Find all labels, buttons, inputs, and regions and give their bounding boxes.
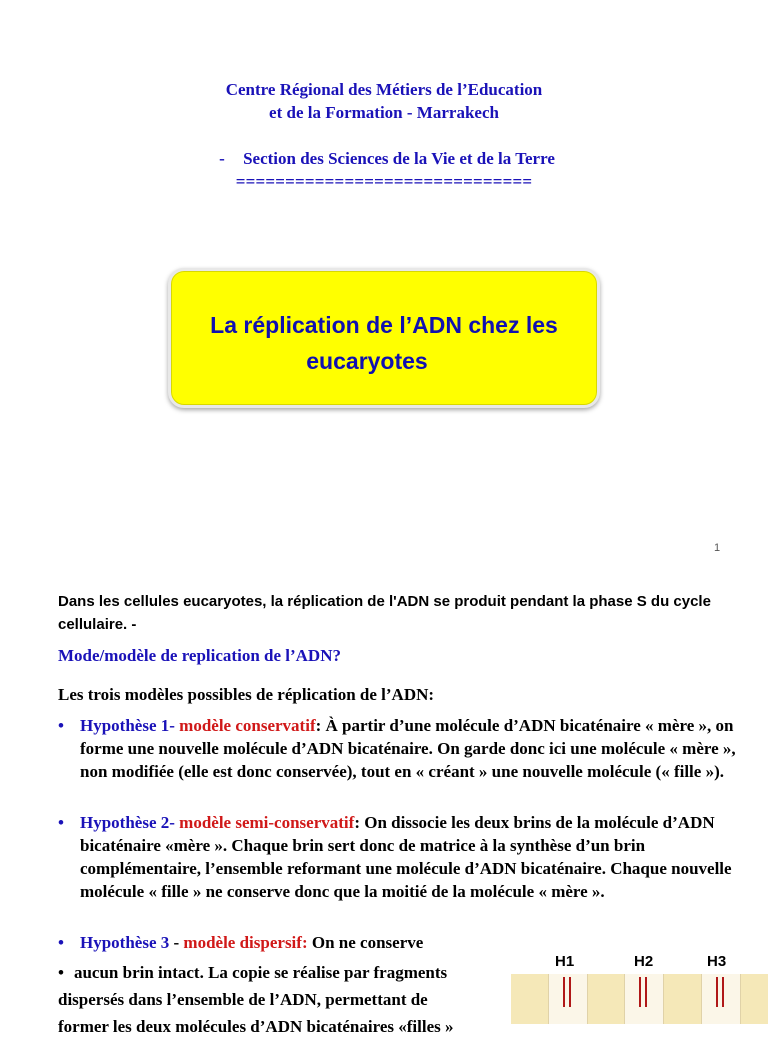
- tube-h3: [701, 974, 741, 1024]
- hypothesis-text: : À partir d’une molécule d’ADN bicaténaire « mère », on forme une nouvelle molécule d’ADN bicaténaire. On garde donc ici une molécule « mère », non modifiée (elle est donc conservée), tout en « créant » une nouvelle molécule (« fille »).: [80, 716, 736, 781]
- section-title: - Section des Sciences de la Vie et de la Terre: [219, 149, 555, 168]
- dna-strand-mark: [716, 977, 718, 1007]
- institution-header: [0, 78, 768, 193]
- title-line-1: La réplication de l’ADN chez les: [210, 312, 558, 338]
- dna-strand-mark: [645, 977, 647, 1007]
- separator-line: ==============================: [235, 172, 533, 191]
- label-h2: H2: [634, 953, 654, 970]
- institution-name: Centre Régional des Métiers de l’Education: [225, 80, 543, 99]
- model-name: modèle dispersif:: [183, 933, 308, 952]
- hypothesis-label: Hypothèse 3: [80, 933, 170, 952]
- hypothesis-2: [58, 811, 738, 903]
- hypothesis-3: • Hypothèse 3 - modèle dispersif: On ne conserve: [58, 933, 424, 952]
- bullet-icon: •: [58, 963, 64, 982]
- institution-location: et de la Formation - Marrakech: [269, 103, 499, 122]
- document-title: [171, 307, 597, 379]
- dna-strand-mark: [722, 977, 724, 1007]
- hypothesis-1: [58, 714, 738, 783]
- label-h1: H1: [555, 953, 575, 970]
- replication-models-figure: [511, 950, 768, 1024]
- dna-strand-mark: [563, 977, 565, 1007]
- model-name: modèle semi-conservatif: [179, 813, 355, 832]
- page-number: 1: [714, 542, 721, 554]
- models-title: Les trois modèles possibles de réplication de l’ADN:: [58, 685, 435, 704]
- bullet-icon: •: [58, 933, 64, 952]
- dna-strand-mark: [569, 977, 571, 1007]
- mode-heading: Mode/modèle de replication de l’ADN?: [58, 646, 341, 665]
- hypothesis-3-continuation: • aucun brin intact. La copie se réalise par fragments dispersés dans l’ensemble de l’ADN, permettant de former les deux molécules d’ADN bicaténaires «filles »: [58, 963, 454, 1036]
- figure-labels: [511, 950, 768, 974]
- model-name: modèle conservatif: [179, 716, 316, 735]
- dna-strand-mark: [639, 977, 641, 1007]
- intro-paragraph: Dans les cellules eucaryotes, la réplication de l'ADN se produit pendant la phase S du cycle cellulaire. -: [58, 593, 711, 633]
- label-h3: H3: [707, 953, 727, 970]
- hypothesis-text: On ne conserve: [307, 933, 424, 952]
- title-line-2: eucaryotes: [306, 348, 428, 374]
- hypothesis-label: Hypothèse 1-: [80, 716, 175, 735]
- bullet-icon: •: [58, 716, 64, 735]
- title-box: [168, 268, 600, 408]
- hypothesis-text: : On dissocie les deux brins de la molécule d’ADN bicaténaire «mère ». Chaque brin sert donc de matrice à la synthèse d’un brin complémentaire, l’ensemble reformant une molécule d’ADN bicaténaire. Chaque nouvelle molécule « fille » ne conserve donc que la moitié de la molécule « mère ».: [80, 813, 732, 901]
- bullet-icon: •: [58, 813, 64, 832]
- hypothesis-label: Hypothèse 2-: [80, 813, 175, 832]
- tube-h1: [548, 974, 588, 1024]
- tube-h2: [624, 974, 664, 1024]
